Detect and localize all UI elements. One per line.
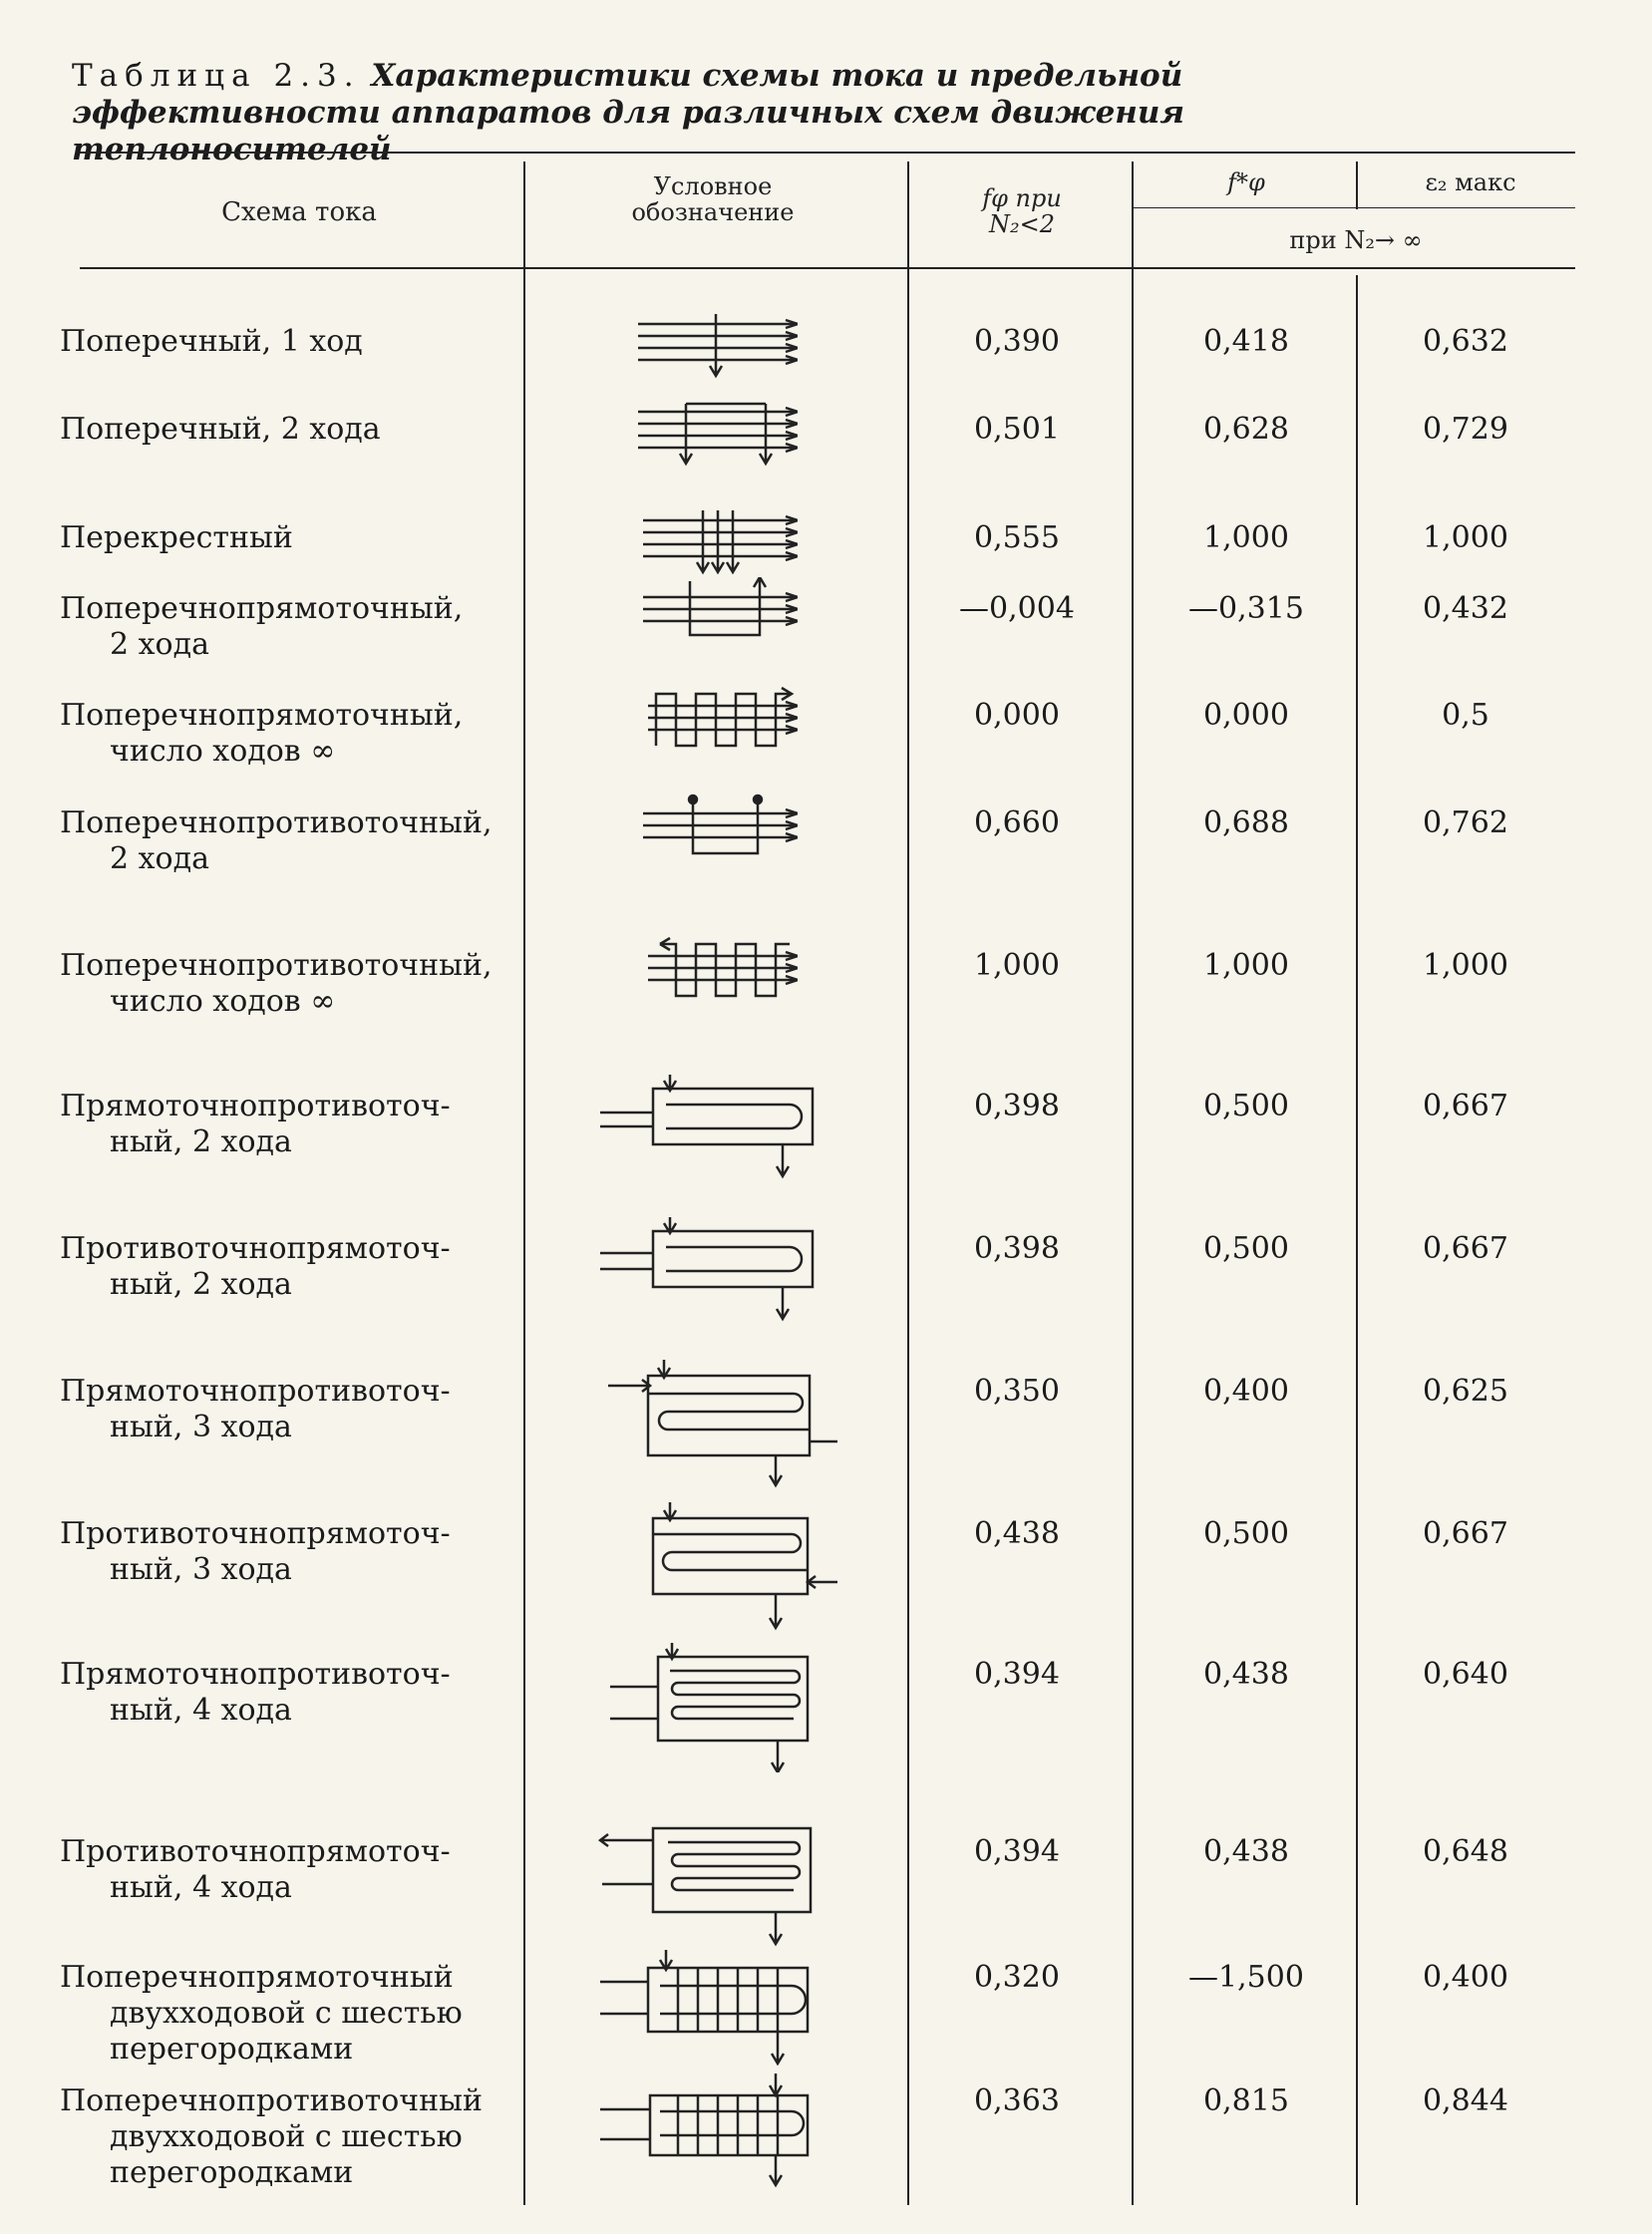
f-star-value: 0,418 — [1203, 324, 1289, 359]
header-eps: ε₂ макс — [1425, 168, 1516, 196]
parallel-counter-3-pass-icon — [598, 1360, 837, 1489]
cross-parallel-infinite-icon — [598, 684, 798, 754]
header-symbol: Условное обозначение — [631, 172, 795, 226]
scheme-name: Поперечный, 2 хода — [60, 412, 381, 447]
f-star-value: 0,688 — [1203, 805, 1289, 840]
f-phi-value: 0,501 — [974, 412, 1060, 447]
scheme-name: Поперечнопротивоточный, число ходов ∞ — [60, 948, 493, 1019]
cross-1-pass-icon — [598, 310, 798, 380]
cross-2-pass-icon — [598, 398, 798, 468]
f-star-value: 0,500 — [1203, 1231, 1289, 1266]
f-phi-value: 1,000 — [974, 948, 1060, 983]
scheme-name: Поперечнопрямоточный двухходовой с шестью перегородками — [60, 1960, 463, 2067]
f-phi-value: 0,394 — [974, 1657, 1060, 1692]
header-scheme: Схема тока — [221, 197, 377, 227]
f-star-value: 0,815 — [1203, 2083, 1289, 2118]
f-star-value: 0,500 — [1203, 1516, 1289, 1551]
f-phi-value: 0,320 — [974, 1960, 1060, 1995]
eps-max-value: 0,648 — [1423, 1834, 1508, 1869]
f-star-value: 1,000 — [1203, 520, 1289, 555]
f-star-value: 0,500 — [1203, 1089, 1289, 1123]
eps-max-value: 0,640 — [1423, 1657, 1508, 1692]
parallel-counter-2-pass-icon — [598, 1075, 837, 1184]
table-title: Характеристики схемы тока и предельной эффективности аппаратов для различных схем движения теплоносителей — [72, 58, 1185, 167]
cross-parallel-2-pass-icon — [598, 577, 798, 647]
scheme-name: Противоточнопрямоточ- ный, 2 хода — [60, 1231, 451, 1302]
eps-max-value: 0,5 — [1442, 698, 1489, 733]
scheme-name: Поперечнопротивоточный, 2 хода — [60, 805, 493, 876]
f-phi-value: 0,363 — [974, 2083, 1060, 2118]
cross-counter-infinite-icon — [598, 934, 798, 1004]
f-phi-value: 0,398 — [974, 1231, 1060, 1266]
eps-max-value: 0,729 — [1423, 412, 1508, 447]
f-phi-value: 0,394 — [974, 1834, 1060, 1869]
scheme-name: Противоточнопрямоточ- ный, 4 хода — [60, 1834, 451, 1905]
scheme-name: Поперечнопрямоточный, 2 хода — [60, 591, 464, 662]
cross-parallel-baffles-icon — [598, 1946, 837, 2066]
counter-parallel-4-pass-icon — [598, 1820, 837, 1950]
f-star-value: 0,628 — [1203, 412, 1289, 447]
eps-max-value: 0,432 — [1423, 591, 1508, 626]
header-f-phi: fφ при N₂<2 — [982, 184, 1062, 238]
f-star-value: 0,438 — [1203, 1834, 1289, 1869]
col-sep-3 — [1132, 161, 1134, 2205]
f-star-value: 0,000 — [1203, 698, 1289, 733]
f-phi-value: 0,350 — [974, 1374, 1060, 1409]
f-phi-value: 0,390 — [974, 324, 1060, 359]
eps-max-value: 0,400 — [1423, 1960, 1508, 1995]
eps-max-value: 0,844 — [1423, 2083, 1508, 2118]
f-phi-value: 0,660 — [974, 805, 1060, 840]
eps-max-value: 0,632 — [1423, 324, 1508, 359]
eps-max-value: 0,667 — [1423, 1089, 1508, 1123]
f-star-value: 0,438 — [1203, 1657, 1289, 1692]
scheme-name: Прямоточнопротивоточ- ный, 3 хода — [60, 1374, 451, 1444]
scheme-name: Поперечный, 1 ход — [60, 324, 363, 359]
eps-max-value: 0,625 — [1423, 1374, 1508, 1409]
scheme-name: Противоточнопрямоточ- ный, 3 хода — [60, 1516, 451, 1587]
table-label: Таблица 2.3. — [72, 58, 361, 94]
eps-max-value: 1,000 — [1423, 520, 1508, 555]
header-top-rule — [80, 152, 1575, 154]
f-star-value: —1,500 — [1188, 1960, 1304, 1995]
crossed-flow-icon — [598, 506, 798, 576]
scheme-name: Прямоточнопротивоточ- ный, 2 хода — [60, 1089, 451, 1159]
scheme-name: Прямоточнопротивоточ- ный, 4 хода — [60, 1657, 451, 1728]
scheme-name: Поперечнопрямоточный, число ходов ∞ — [60, 698, 464, 769]
col-sep-4 — [1356, 161, 1358, 209]
col-sep-2 — [907, 161, 909, 2205]
scheme-name: Перекрестный — [60, 520, 293, 555]
eps-max-value: 0,667 — [1423, 1231, 1508, 1266]
counter-parallel-2-pass-icon — [598, 1217, 837, 1327]
header-mid-rule — [1132, 207, 1575, 208]
f-star-value: 0,400 — [1203, 1374, 1289, 1409]
f-phi-value: —0,004 — [959, 591, 1075, 626]
f-phi-value: 0,398 — [974, 1089, 1060, 1123]
header-f-star: f*φ — [1227, 168, 1265, 196]
f-phi-value: 0,555 — [974, 520, 1060, 555]
f-star-value: 1,000 — [1203, 948, 1289, 983]
header-bottom-rule — [80, 267, 1575, 269]
scheme-name: Поперечнопротивоточный двухходовой с шестью перегородками — [60, 2083, 483, 2190]
eps-max-value: 1,000 — [1423, 948, 1508, 983]
eps-max-value: 0,667 — [1423, 1516, 1508, 1551]
cross-counter-baffles-icon — [598, 2070, 837, 2189]
col-sep-5 — [1356, 275, 1358, 2205]
header-limit: при N₂→ ∞ — [1289, 226, 1423, 254]
eps-max-value: 0,762 — [1423, 805, 1508, 840]
cross-counter-2-pass-icon — [598, 792, 798, 861]
f-star-value: —0,315 — [1188, 591, 1304, 626]
counter-parallel-3-pass-icon — [598, 1502, 837, 1632]
f-phi-value: 0,000 — [974, 698, 1060, 733]
f-phi-value: 0,438 — [974, 1516, 1060, 1551]
parallel-counter-4-pass-icon — [598, 1643, 837, 1772]
